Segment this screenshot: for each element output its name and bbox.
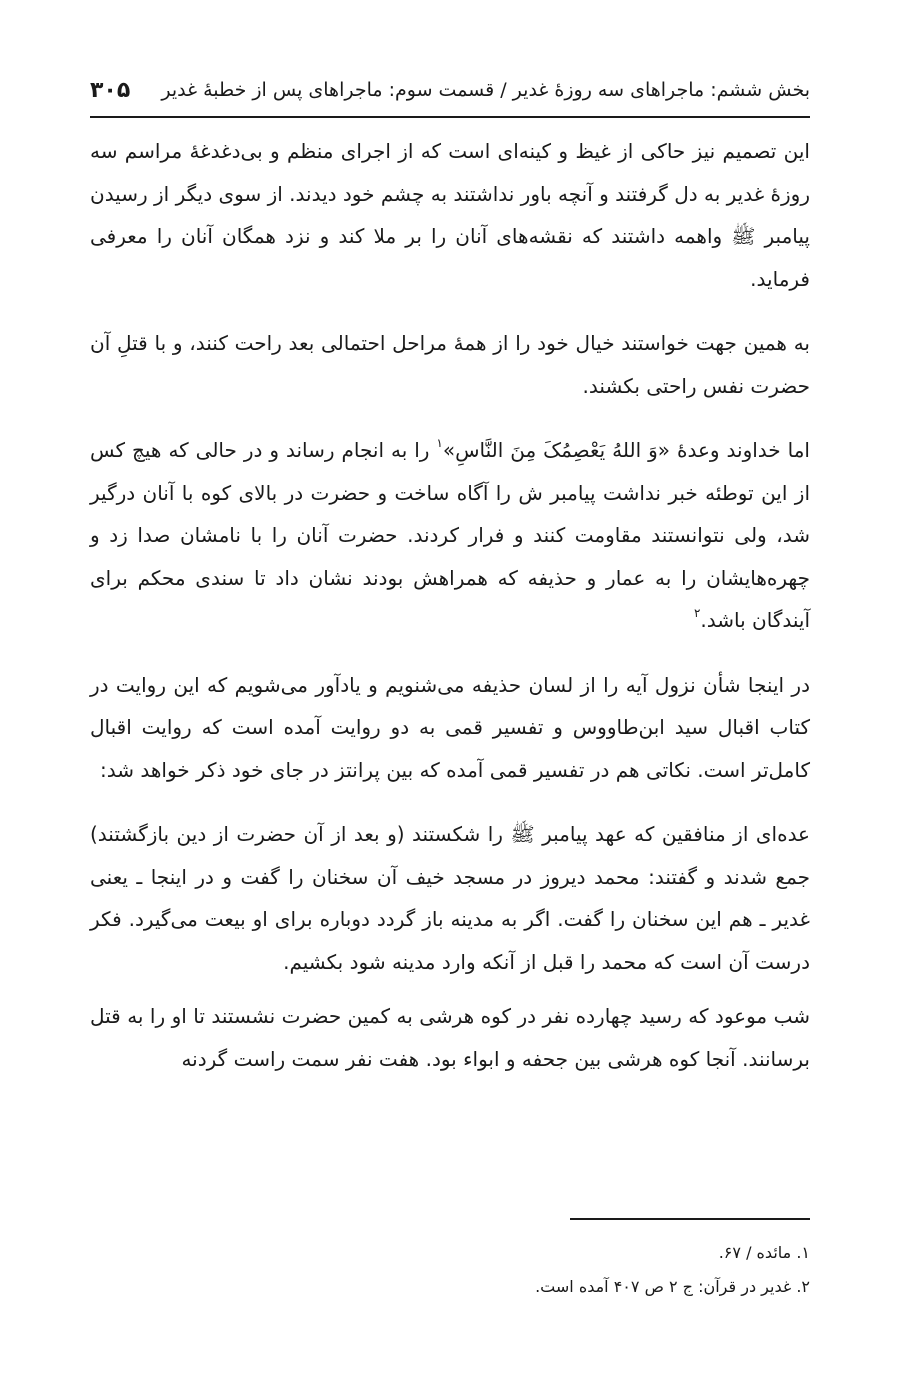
- paragraph-2: به همین جهت خواستند خیال خود را از همۀ مراحل احتمالی بعد راحت کنند، و با قتلِ آن حضرت نفس راحتی بکشند.: [90, 331, 810, 398]
- header-rule: [90, 116, 810, 118]
- running-title: بخش ششم: ماجراهای سه روزۀ غدیر / قسمت سوم: ماجراهای پس از خطبۀ غدیر: [161, 79, 810, 101]
- body-text: [90, 130, 810, 1102]
- paragraph-3: [90, 429, 810, 642]
- paragraph-3-lead: اما خداوند وعدۀ: [670, 438, 810, 462]
- footnote-1: ۱. مائده / ۶۷.: [718, 1243, 810, 1262]
- footnotes: [90, 1236, 810, 1304]
- footnote-ref-2[interactable]: ۲: [693, 606, 701, 620]
- page-header: [90, 68, 810, 112]
- paragraph-5: عده‌ای از منافقین که عهد پیامبر ﷺ را شکستند (و بعد از آن حضرت از دین بازگشتند) جمع شدند و گفتند: محمد دیروز در مسجد خیف آن سخنان را گفت و در اینجا ـ یعنی غدیر ـ هم این سخنان را گفت. اگر به مدینه باز گردد دوباره برای او بیعت می‌گیرد. فکر درست آن است که محمد را قبل از آنکه وارد مدینه شود بکشیم.: [90, 822, 810, 974]
- book-page: [90, 0, 810, 1390]
- footnote-rule: [570, 1218, 810, 1220]
- footnote-2: ۲. غدیر در قرآن: ج ۲ ص ۴۰۷ آمده است.: [535, 1277, 810, 1296]
- paragraph-4: در اینجا شأن نزول آیه را از لسان حذیفه می‌شنویم و یادآور می‌شویم که این روایت در کتاب اقبال سید ابن‌طاووس و تفسیر قمی به دو روایت آمده است که روایت اقبال کامل‌تر است. نکاتی هم در تفسیر قمی آمده که بین پرانتز در جای خود ذکر خواهد شد:: [90, 672, 810, 782]
- quran-quote: «وَ اللهُ يَعْصِمُکَ مِنَ النَّاسِ»: [442, 438, 671, 462]
- paragraph-1: این تصمیم نیز حاکی از غیظ و کینه‌ای است که از اجرای منظم و بی‌دغدغۀ مراسم سه روزۀ غدیر به دل گرفتند و آنچه باور نداشتند به چشم خود دیدند. از سوی دیگر از رسیدن پیامبر ﷺ واهمه داشتند که نقشه‌های آنان را بر ملا کند و نزد همگان آنان را معرفی فرماید.: [90, 139, 810, 291]
- page-number: ۳۰۵: [90, 77, 131, 103]
- paragraph-3-rest: را به انجام رساند و در حالی که هیچ کس از این توطئه خبر نداشت پیامبر ش را آگاه ساخت و حضرت در بالای کوه با آنان درگیر شد، ولی نتوانستند مقاومت کنند و فرار کردند. حضرت آنان را با نامشان صدا زد و چهره‌هایشان را به عمار و حذیفه که همراهش بودند نشان داد تا سندی محکم برای آیندگان باشد.: [90, 438, 810, 632]
- footnote-ref-1[interactable]: ۱: [436, 436, 443, 450]
- paragraph-6: شب موعود که رسید چهارده نفر در کوه هرشی به کمین حضرت نشستند تا او را به قتل برسانند. آنجا کوه هرشی بین جحفه و ابواء بود. هفت نفر سمت راست گردنه: [90, 1004, 810, 1071]
